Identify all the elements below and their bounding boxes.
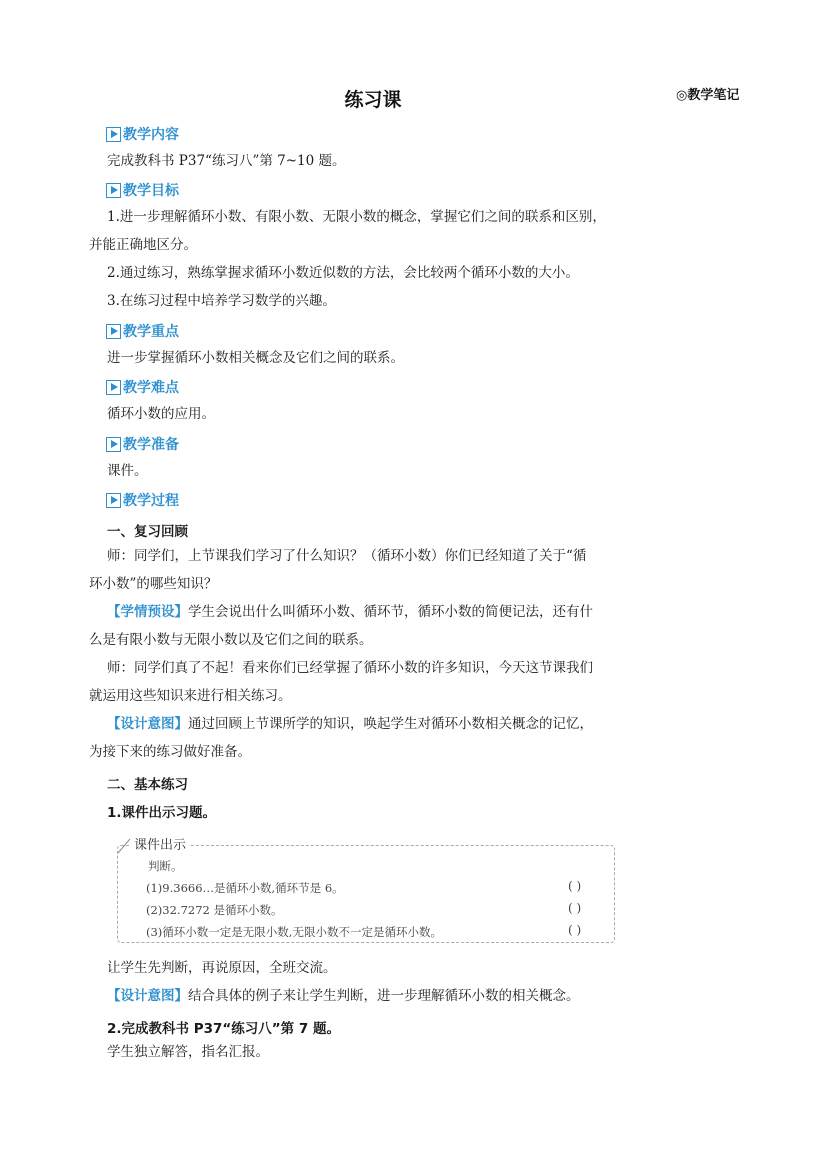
paragraph: 就运用这些知识来进行相关练习。 xyxy=(89,688,292,704)
play-icon xyxy=(106,183,121,198)
goal-line: 1.进一步理解循环小数、有限小数、无限小数的概念，掌握它们之间的联系和区别， xyxy=(107,209,606,225)
exercise2-title: 2.完成教科书 P37“练习八”第 7 题。 xyxy=(107,1021,340,1037)
difficulty-text: 循环小数的应用。 xyxy=(107,406,215,422)
design-text: 通过回顾上节课所学的知识，唤起学生对循环小数相关概念的记忆， xyxy=(188,716,593,732)
heading-prep-label: 教学准备 xyxy=(123,437,179,453)
prep-text: 课件。 xyxy=(107,463,148,479)
heading-key xyxy=(106,321,179,341)
exercise-box-tag: 课件出示 xyxy=(130,834,190,853)
heading-process-label: 教学过程 xyxy=(123,493,179,509)
play-icon xyxy=(106,437,121,452)
play-icon xyxy=(106,380,121,395)
key-text: 进一步掌握循环小数相关概念及它们之间的联系。 xyxy=(107,350,404,366)
paragraph: 师：同学们真了不起！看来你们已经掌握了循环小数的许多知识，今天这节课我们 xyxy=(107,660,593,676)
paragraph: 么是有限小数与无限小数以及它们之间的联系。 xyxy=(89,632,373,648)
preset-text: 学生会说出什么叫循环小数、循环节，循环小数的简便记法，还有什 xyxy=(188,604,593,620)
design-label: 【设计意图】 xyxy=(107,988,188,1004)
heading-difficulty-label: 教学难点 xyxy=(123,380,179,396)
play-icon xyxy=(106,324,121,339)
content-text: 完成教科书 P37“练习八”第 7~10 题。 xyxy=(107,153,346,169)
play-icon xyxy=(106,493,121,508)
heading-content xyxy=(106,124,179,144)
design-text: 结合具体的例子来让学生判断，进一步理解循环小数的相关概念。 xyxy=(188,988,580,1004)
design-paragraph xyxy=(107,982,627,1010)
paragraph: 学生独立解答，指名汇报。 xyxy=(107,1044,269,1060)
paragraph: 师：同学们，上节课我们学习了什么知识？（循环小数）你们已经知道了关于“循 xyxy=(107,548,587,564)
teaching-notes-label: ◎教学笔记 xyxy=(676,88,740,103)
design-label: 【设计意图】 xyxy=(107,716,188,732)
part1-title: 一、复习回顾 xyxy=(107,524,188,540)
answer-paren: ( ) xyxy=(568,879,582,893)
paragraph: 环小数”的哪些知识？ xyxy=(89,576,218,592)
page-title: 练习课 xyxy=(344,89,402,111)
exercise-item: (2)32.7272 是循环小数。 xyxy=(146,903,283,917)
preset-label: 【学情预设】 xyxy=(107,604,188,620)
preset-paragraph xyxy=(107,598,627,626)
heading-goals-label: 教学目标 xyxy=(123,183,179,199)
goal-line: 并能正确地区分。 xyxy=(89,237,197,253)
exercise1-title: 1.课件出示习题。 xyxy=(107,805,217,821)
exercise-item: (3)循环小数一定是无限小数,无限小数不一定是循环小数。 xyxy=(146,925,442,939)
heading-difficulty xyxy=(106,377,179,397)
heading-process xyxy=(106,490,179,510)
exercise-prompt: 判断。 xyxy=(148,859,183,873)
paragraph: 让学生先判断，再说原因，全班交流。 xyxy=(107,960,337,976)
answer-paren: ( ) xyxy=(568,901,582,915)
part2-title: 二、基本练习 xyxy=(107,777,188,793)
heading-content-label: 教学内容 xyxy=(123,127,179,143)
play-icon xyxy=(106,127,121,142)
goal-line: 2.通过练习，熟练掌握求循环小数近似数的方法，会比较两个循环小数的大小。 xyxy=(107,265,579,281)
goal-line: 3.在练习过程中培养学习数学的兴趣。 xyxy=(107,293,336,309)
design-paragraph xyxy=(107,710,627,738)
heading-goals xyxy=(106,180,179,200)
heading-prep xyxy=(106,434,179,454)
answer-paren: ( ) xyxy=(568,923,582,937)
paragraph: 为接下来的练习做好准备。 xyxy=(89,744,251,760)
exercise-item: (1)9.3666…是循环小数,循环节是 6。 xyxy=(146,881,344,895)
heading-key-label: 教学重点 xyxy=(123,324,179,340)
